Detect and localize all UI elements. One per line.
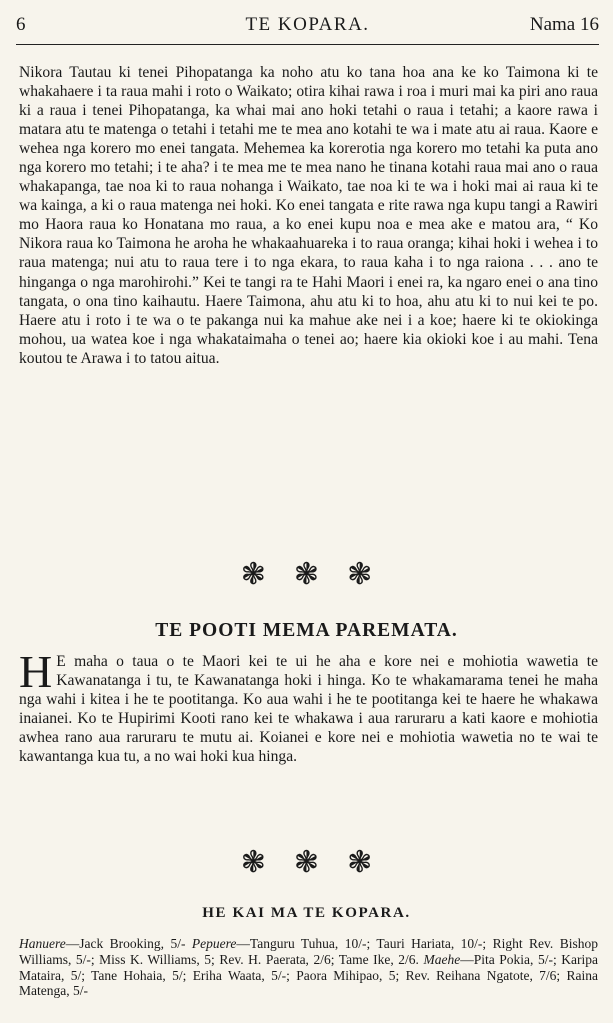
issue-number: Nama 16 [529, 14, 599, 35]
flower-ornament-icon: ❃ [293, 558, 320, 591]
month-label: Maehe [423, 951, 461, 967]
ornament-divider [0, 848, 613, 878]
article-paragraph: Nikora Tautau ki tenei Pihopatanga ka noho atu ko tana hoa ana ke ko Taimona ki te whakahaere i ta raua mahi i roto o Waikato; otira kihai rawa i roa i muri mai ka piri ano raua ki a raua i tenei Pihopatanga, ka whai mai ano hoki tetahi o raua i tetahi; a kaore rawa i matara atu te matenga o tetahi i tetahi me te mea ano kotahi te wa i mate atu ai raua. Kaore e wehea nga korero mo enei tangata. Mehemea ka korerotia nga korero mo tetahi ka puta ano nga korero mo tetahi; i te aha? i te mea me te mea nano he tinana kotahi raua mai ano o raua whakapanga, tae noa ki to raua nohanga i Waikato, tae noa ki te wa i hoki mai ai raua ki te wa kainga, a ki o raua matenga nei hoki. Ko enei tangata e rite rawa nga kupu tangi a Rawiri mo Haora raua ko Honatana mo raua, a ko enei kupu noa e mea ake e matou ara, “ Ko Nikora raua ko Taimona he aroha he whakaahuareka i to raua oranga; kihai hoki i wehea i to raua matenga; nui atu to raua tere i to nga ekara, to raua kaha i to nga raiona . . . ano te hinganga o nga marohirohi.” Kei te tangi ra te Hahi Maori i enei ra, ka ngaro enei o ana tino tangata, o ona tino kaihautu. Haere Taimona, ahu atu ki to hoa, ahu atu ki to nui kei te po. Haere atu i roto i te wa o te pakanga nui ka mahue ake nei i a koe; haere ki te okiokinga mohou, ua watea koe i nga whakataimaha o tenei ao; haere kia okioki koe i au mahi. Tena koutou te Arawa i to tatou aitua. [19, 64, 598, 367]
section-heading: HE KAI MA TE KOPARA. [202, 905, 411, 921]
article-paragraph [19, 646, 598, 766]
ornament-divider [0, 560, 613, 590]
paragraph-text: E maha o taua o te Maori kei te ui he aha e kore nei e mohiotia wawetia te Kawanatanga i tu, te Kawanatanga hoki i hinga. Ko te whakamarama tenei he maha nga wahi i kitea i he te pootitanga. Ko aua wahi i he te pootitanga kei te haere he whakawa inaianei. Ko te Hupirimi Kooti rano kei te whakawa i aua raruraru a kati kaore e mohiotia awhea rano aua raruraru te mutu ai. Koianei e kore nei e mohiotia wawetia no te wai te kawantanga kua tu, a no wai hoki kua hinga. [19, 653, 598, 766]
page-number: 6 [16, 14, 26, 35]
section-heading: TE POOTI MEMA PAREMATA. [155, 620, 458, 641]
month-label: Pepuere [191, 936, 237, 951]
flower-ornament-icon: ❃ [240, 558, 266, 591]
donor-entries: —Tanguru Tuhua, 10/-; Tauri Hariata, 10/-; Right Rev. Bishop Williams, 5/-; Miss K. Williams, 5; Rev. H. Paerata, 2/6; Tame Ike, 2/6. [19, 936, 598, 967]
flower-ornament-icon: ❃ [347, 846, 373, 879]
page-header [16, 14, 599, 40]
donor-entries: —Jack Brooking, 5/- [65, 936, 186, 951]
header-rule [16, 44, 599, 45]
month-label: Hanuere [19, 936, 66, 951]
flower-ornament-icon: ❃ [240, 846, 266, 879]
flower-ornament-icon: ❃ [347, 558, 373, 591]
donor-entries: —Pita Pokia, 5/-; Karipa Mataira, 5/; Tane Hohaia, 5/; Eriha Waata, 5/-; Paora Mihipao, 5; Rev. Reihana Ngatote, 7/6; Raina Matenga, 5/- [19, 951, 598, 999]
flower-ornament-icon: ❃ [293, 846, 320, 879]
donor-list [19, 936, 598, 999]
running-title: TE KOPARA. [245, 14, 370, 35]
drop-cap: H [19, 646, 53, 697]
